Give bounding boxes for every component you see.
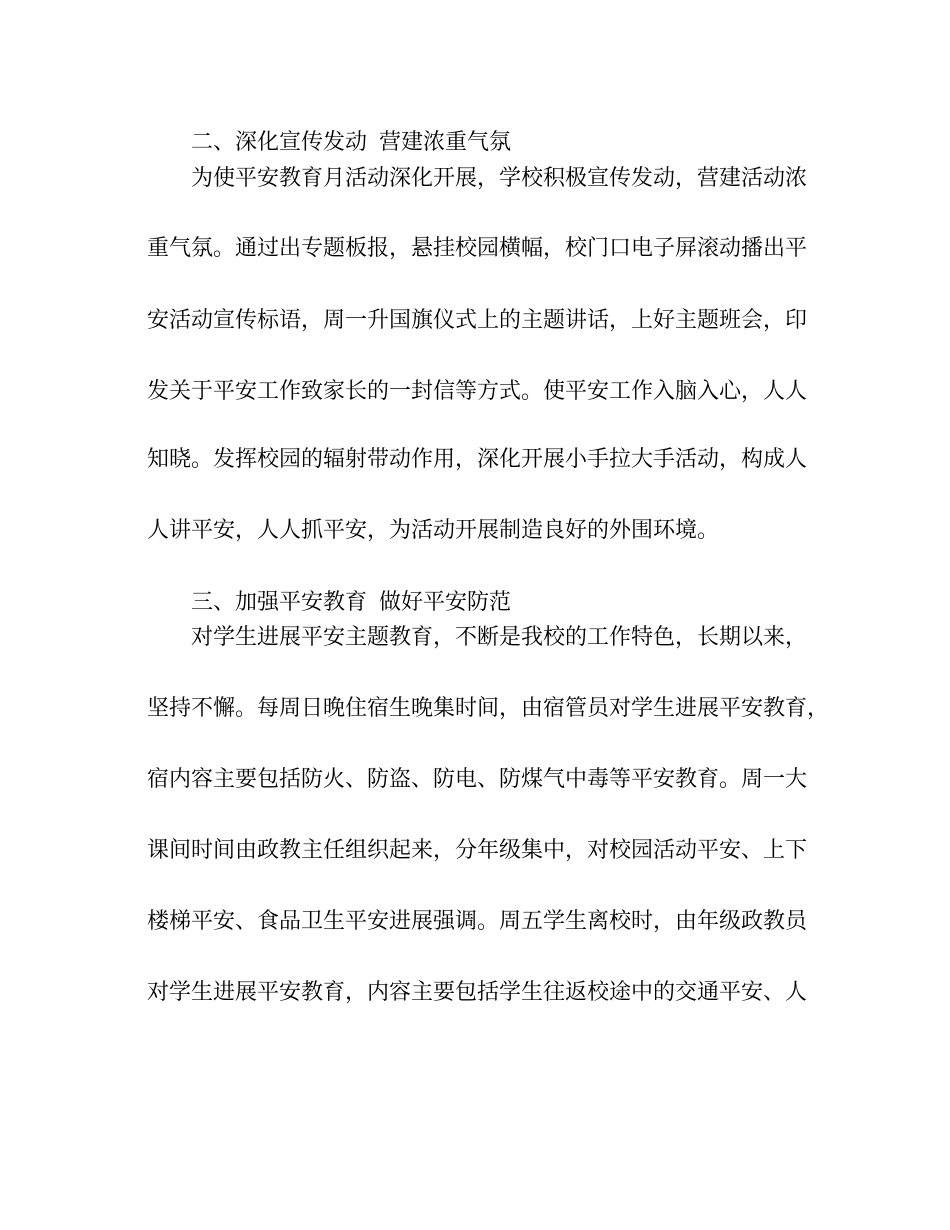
heading-part-1: 二、深化宣传发动 [191, 130, 368, 155]
paragraph-line: 宿内容主要包括防火、防盗、防电、防煤气中毒等平安教育。周一大 [147, 767, 808, 792]
heading-part-2: 营建浓重气氛 [379, 130, 512, 155]
heading-part-1: 三、加强平安教育 [191, 590, 368, 615]
paragraph-line: 坚持不懈。每周日晚住宿生晚集时间，由宿管员对学生进展平安教育， [147, 696, 830, 721]
paragraph-line: 为使平安教育月活动深化开展，学校积极宣传发动，营建活动浓 [191, 166, 808, 191]
paragraph-line: 重气氛。通过出专题板报，悬挂校园横幅，校门口电子屏滚动播出平 [147, 236, 808, 261]
paragraph-line: 对学生进展平安主题教育，不断是我校的工作特色，长期以来， [191, 625, 808, 650]
paragraph-line: 对学生进展平安教育，内容主要包括学生往返校途中的交通平安、人 [147, 980, 808, 1005]
heading-part-2: 做好平安防范 [379, 590, 512, 615]
paragraph-line: 发关于平安工作致家长的一封信等方式。使平安工作入脑入心，人人 [147, 379, 808, 404]
paragraph-line: 课间时间由政教主任组织起来，分年级集中，对校园活动平安、上下 [147, 838, 808, 863]
section-heading-2 [191, 128, 511, 158]
paragraph-line: 安活动宣传标语，周一升国旗仪式上的主题讲话，上好主题班会，印 [147, 308, 808, 333]
paragraph-line: 楼梯平安、食品卫生平安进展强调。周五学生离校时，由年级政教员 [147, 909, 808, 934]
paragraph-line: 人讲平安，人人抓平安，为活动开展制造良好的外围环境。 [147, 518, 720, 543]
section-heading-3 [191, 588, 511, 618]
paragraph-line: 知晓。发挥校园的辐射带动作用，深化开展小手拉大手活动，构成人 [147, 447, 808, 472]
